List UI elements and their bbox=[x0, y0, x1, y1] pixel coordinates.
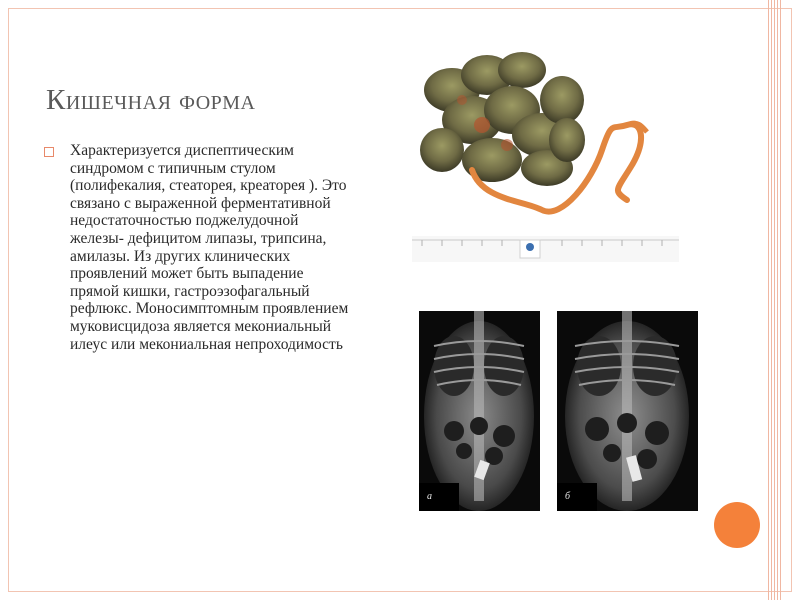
xray-label-b: б bbox=[565, 491, 571, 502]
slide-body-text: Характеризуется диспептическим синдромом с типичным стулом (полифекалия, стеаторея, креаторея ). Это связано с выраженной ферментативной недостаточностью поджелудочной железы- дефицитом липазы, трипсина, амилазы. Из других клинических проявлений может быть выпадение прямой кишки, гастроэзофагальный рефлюкс. Моносимптомным проявлением муковисцидоза является мекониальный илеус или мекониальная непроходимость bbox=[70, 142, 349, 353]
xray-image-b bbox=[557, 311, 698, 511]
xray-image-a bbox=[419, 311, 540, 511]
slide-title: Кишечная форма bbox=[46, 84, 256, 116]
decorative-stripes bbox=[768, 0, 782, 600]
intestine-specimen-image bbox=[412, 50, 679, 262]
xray-label-a: а bbox=[427, 491, 432, 502]
bullet-icon bbox=[44, 147, 56, 159]
decorative-circle bbox=[714, 502, 760, 548]
